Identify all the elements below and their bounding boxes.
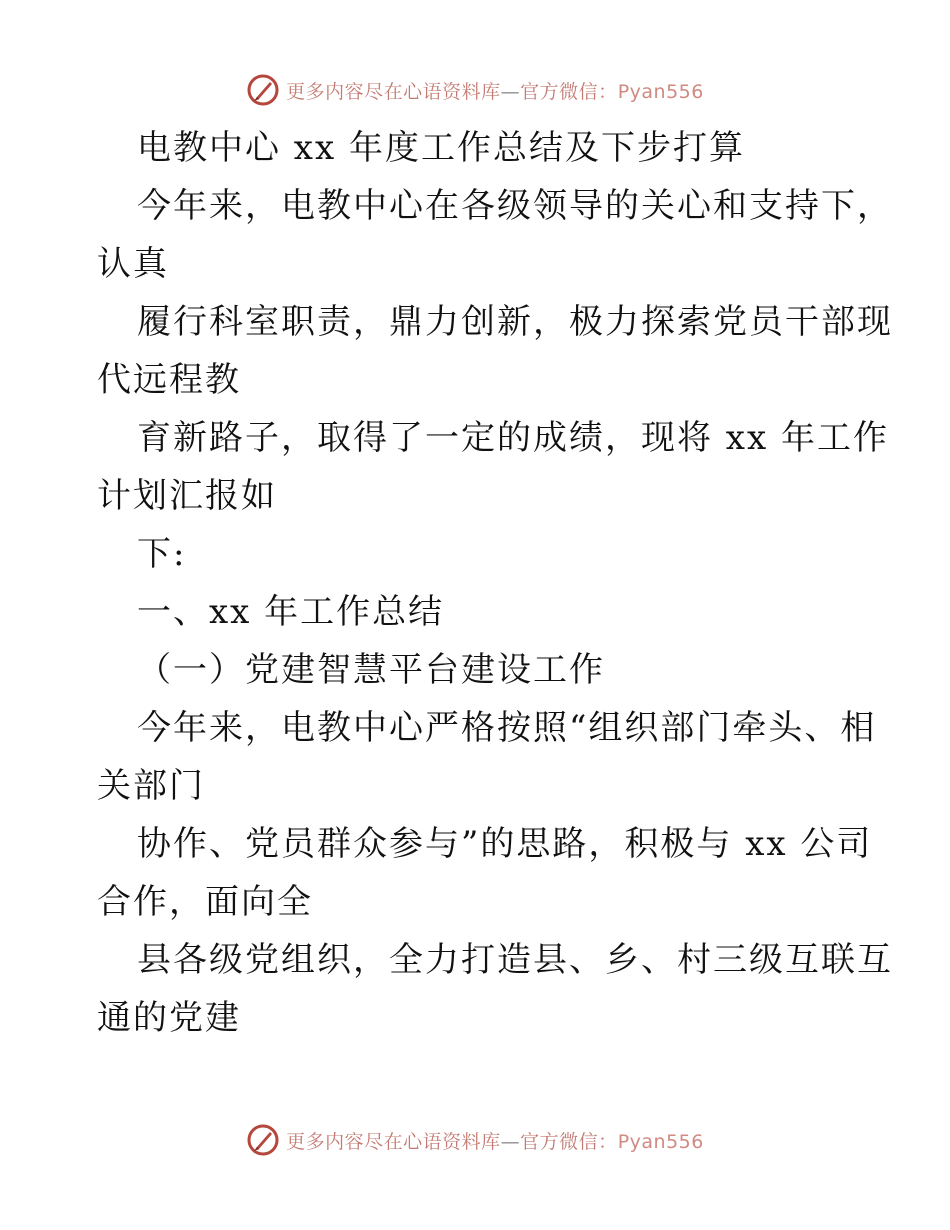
text-line: 协作、党员群众参与”的思路，积极与 xx 公司 [137,824,873,864]
footer-watermark [0,1122,950,1158]
watermark-text: 更多内容尽在心语资料库 [286,80,501,103]
header-watermark [0,72,950,108]
text-line: 计划汇报如 [97,476,277,516]
text-line: 育新路子，取得了一定的成绩，现将 xx 年工作 [137,418,889,458]
watermark-dash: — [500,80,521,103]
text-line: 通的党建 [97,998,241,1038]
text-line: 下: [137,534,187,574]
quill-pen-logo-icon [246,1123,280,1157]
watermark-id: Pyan556 [617,80,704,103]
watermark-label: 官方微信： [520,1130,618,1153]
section-heading: 一、xx 年工作总结 [137,592,445,632]
watermark-text: 更多内容尽在心语资料库 [286,1130,501,1153]
watermark-label: 官方微信： [520,80,618,103]
text-line: 县各级党组织，全力打造县、乡、村三级互联互 [137,940,893,980]
text-line: 认真 [97,244,169,284]
watermark-dash: — [500,1130,521,1153]
text-line: 代远程教 [97,360,241,400]
watermark-id: Pyan556 [617,1130,704,1153]
quill-pen-logo-icon [246,73,280,107]
text-line: 今年来，电教中心严格按照“组织部门牵头、相 [137,708,877,748]
text-line: 关部门 [97,766,205,806]
text-line: 今年来，电教中心在各级领导的关心和支持下， [137,186,893,226]
subsection-heading: （一）党建智慧平台建设工作 [137,650,605,690]
text-line: 合作，面向全 [97,882,313,922]
text-line: 履行科室职责，鼎力创新，极力探索党员干部现 [137,302,893,342]
document-title: 电教中心 xx 年度工作总结及下步打算 [137,128,745,168]
